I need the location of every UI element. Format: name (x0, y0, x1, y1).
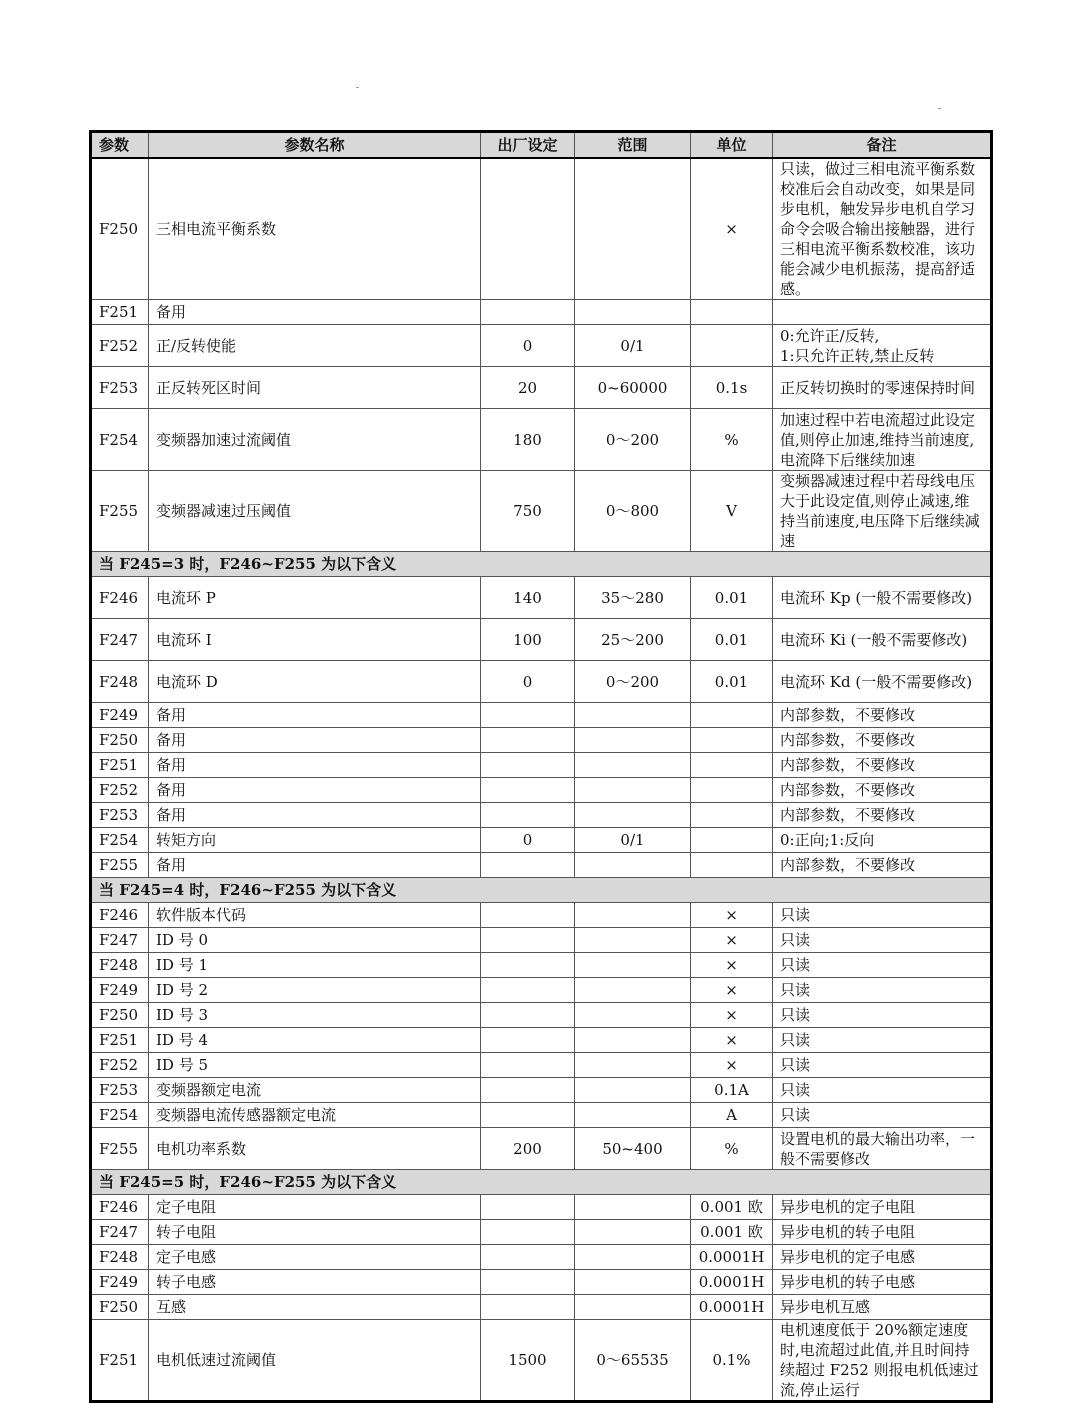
range-cell (575, 928, 691, 953)
section-title: 当 F245=4 时，F246~F255 为以下含义 (91, 878, 992, 903)
default-value-cell (481, 803, 575, 828)
default-value-cell: 0 (481, 661, 575, 703)
scan-speck (356, 87, 359, 88)
param-name-cell: 备用 (149, 703, 481, 728)
default-value-cell (481, 158, 575, 300)
unit-cell: % (691, 409, 773, 471)
param-name-cell: 电流环 D (149, 661, 481, 703)
unit-cell: 0.01 (691, 661, 773, 703)
param-name-cell: 备用 (149, 803, 481, 828)
unit-cell: % (691, 1128, 773, 1170)
table-row (91, 661, 992, 703)
unit-cell: × (691, 928, 773, 953)
range-cell (575, 1003, 691, 1028)
param-name-cell: 正/反转使能 (149, 325, 481, 367)
range-cell: 0～200 (575, 661, 691, 703)
param-code-cell: F254 (91, 1103, 149, 1128)
section-header-row (91, 878, 992, 903)
header-code: 参数 (91, 132, 149, 159)
table-row (91, 471, 992, 552)
note-cell: 加速过程中若电流超过此设定值,则停止加速,维持当前速度,电流降下后继续加速 (773, 409, 992, 471)
unit-cell (691, 325, 773, 367)
note-cell: 0:正向;1:反向 (773, 828, 992, 853)
unit-cell: × (691, 1053, 773, 1078)
range-cell: 50~400 (575, 1128, 691, 1170)
section-title: 当 F245=3 时，F246~F255 为以下含义 (91, 552, 992, 577)
param-code-cell: F252 (91, 325, 149, 367)
param-code-cell: F248 (91, 953, 149, 978)
param-name-cell: ID 号 3 (149, 1003, 481, 1028)
section-header-row (91, 1170, 992, 1195)
default-value-cell (481, 703, 575, 728)
param-name-cell: 定子电感 (149, 1245, 481, 1270)
param-code-cell: F250 (91, 158, 149, 300)
param-code-cell: F255 (91, 1128, 149, 1170)
default-value-cell: 0 (481, 828, 575, 853)
param-code-cell: F253 (91, 803, 149, 828)
table-row (91, 953, 992, 978)
note-cell: 内部参数，不要修改 (773, 753, 992, 778)
table-row (91, 158, 992, 300)
unit-cell: 0.01 (691, 619, 773, 661)
range-cell: 0～200 (575, 409, 691, 471)
range-cell: 25～200 (575, 619, 691, 661)
default-value-cell (481, 953, 575, 978)
unit-cell: 0.0001H (691, 1270, 773, 1295)
param-code-cell: F247 (91, 928, 149, 953)
unit-cell (691, 728, 773, 753)
parameter-table (89, 130, 993, 1403)
param-name-cell: ID 号 5 (149, 1053, 481, 1078)
range-cell: 35～280 (575, 577, 691, 619)
note-cell: 0:允许正/反转, 1:只允许正转,禁止反转 (773, 325, 992, 367)
range-cell (575, 903, 691, 928)
note-cell: 变频器减速过程中若母线电压大于此设定值,则停止减速,维持当前速度,电压降下后继续减速 (773, 471, 992, 552)
table-row (91, 703, 992, 728)
table-row (91, 300, 992, 325)
note-cell: 设置电机的最大输出功率，一般不需要修改 (773, 1128, 992, 1170)
range-cell: 0～800 (575, 471, 691, 552)
table-row (91, 978, 992, 1003)
param-name-cell: 正反转死区时间 (149, 367, 481, 409)
note-cell: 电流环 Kp (一般不需要修改) (773, 577, 992, 619)
header-range: 范围 (575, 132, 691, 159)
param-name-cell: 备用 (149, 300, 481, 325)
param-code-cell: F250 (91, 1295, 149, 1320)
table-row (91, 619, 992, 661)
note-cell: 只读 (773, 1028, 992, 1053)
param-code-cell: F255 (91, 471, 149, 552)
note-cell: 电流环 Kd (一般不需要修改) (773, 661, 992, 703)
default-value-cell (481, 1195, 575, 1220)
table-row (91, 1128, 992, 1170)
param-name-cell: 电机低速过流阈值 (149, 1320, 481, 1402)
param-name-cell: 转矩方向 (149, 828, 481, 853)
range-cell (575, 753, 691, 778)
unit-cell: × (691, 1003, 773, 1028)
param-code-cell: F247 (91, 619, 149, 661)
unit-cell: 0.1s (691, 367, 773, 409)
table-row (91, 928, 992, 953)
range-cell (575, 158, 691, 300)
default-value-cell (481, 1245, 575, 1270)
range-cell (575, 1295, 691, 1320)
table-row (91, 1245, 992, 1270)
unit-cell (691, 803, 773, 828)
note-cell: 只读 (773, 1003, 992, 1028)
param-code-cell: F249 (91, 978, 149, 1003)
range-cell (575, 728, 691, 753)
unit-cell (691, 828, 773, 853)
note-cell: 只读，做过三相电流平衡系数校准后会自动改变，如果是同步电机，触发异步电机自学习命令会吸合输出接触器，进行三相电流平衡系数校准，该功能会减少电机振荡，提高舒适感。 (773, 158, 992, 300)
range-cell (575, 1270, 691, 1295)
table-row (91, 1078, 992, 1103)
param-code-cell: F251 (91, 1320, 149, 1402)
unit-cell (691, 853, 773, 878)
param-code-cell: F251 (91, 300, 149, 325)
param-name-cell: ID 号 1 (149, 953, 481, 978)
table-body (91, 158, 992, 1402)
default-value-cell (481, 1003, 575, 1028)
unit-cell: × (691, 1028, 773, 1053)
param-code-cell: F248 (91, 1245, 149, 1270)
note-cell: 只读 (773, 1053, 992, 1078)
param-name-cell: ID 号 2 (149, 978, 481, 1003)
param-code-cell: F254 (91, 409, 149, 471)
range-cell (575, 1028, 691, 1053)
table-row (91, 1003, 992, 1028)
table-row (91, 577, 992, 619)
range-cell (575, 853, 691, 878)
note-cell: 内部参数，不要修改 (773, 778, 992, 803)
default-value-cell (481, 1270, 575, 1295)
unit-cell: 0.1% (691, 1320, 773, 1402)
default-value-cell: 180 (481, 409, 575, 471)
default-value-cell (481, 1053, 575, 1078)
range-cell (575, 778, 691, 803)
header-default: 出厂设定 (481, 132, 575, 159)
table-row (91, 1270, 992, 1295)
default-value-cell (481, 1220, 575, 1245)
note-cell: 异步电机互感 (773, 1295, 992, 1320)
unit-cell (691, 778, 773, 803)
header-note: 备注 (773, 132, 992, 159)
default-value-cell: 0 (481, 325, 575, 367)
default-value-cell (481, 978, 575, 1003)
param-name-cell: 变频器加速过流阈值 (149, 409, 481, 471)
range-cell: 0/1 (575, 828, 691, 853)
param-name-cell: 变频器减速过压阈值 (149, 471, 481, 552)
default-value-cell (481, 928, 575, 953)
range-cell: 0~60000 (575, 367, 691, 409)
param-code-cell: F249 (91, 703, 149, 728)
param-code-cell: F250 (91, 728, 149, 753)
range-cell (575, 953, 691, 978)
table-header-row (91, 132, 992, 159)
param-code-cell: F251 (91, 753, 149, 778)
param-code-cell: F251 (91, 1028, 149, 1053)
param-name-cell: 三相电流平衡系数 (149, 158, 481, 300)
note-cell: 异步电机的定子电阻 (773, 1195, 992, 1220)
unit-cell: × (691, 978, 773, 1003)
table-row (91, 778, 992, 803)
range-cell (575, 1220, 691, 1245)
note-cell: 电机速度低于 20%额定速度时,电流超过此值,并且时间持续超过 F252 则报电机低速过流,停止运行 (773, 1320, 992, 1402)
range-cell (575, 1053, 691, 1078)
param-code-cell: F246 (91, 1195, 149, 1220)
note-cell: 只读 (773, 928, 992, 953)
default-value-cell: 750 (481, 471, 575, 552)
unit-cell (691, 753, 773, 778)
unit-cell: × (691, 903, 773, 928)
section-header-row (91, 552, 992, 577)
param-code-cell: F254 (91, 828, 149, 853)
default-value-cell: 100 (481, 619, 575, 661)
param-name-cell: 互感 (149, 1295, 481, 1320)
note-cell: 内部参数，不要修改 (773, 728, 992, 753)
note-cell (773, 300, 992, 325)
range-cell (575, 1078, 691, 1103)
range-cell (575, 803, 691, 828)
unit-cell (691, 703, 773, 728)
default-value-cell (481, 903, 575, 928)
section-title: 当 F245=5 时，F246~F255 为以下含义 (91, 1170, 992, 1195)
table-row (91, 1103, 992, 1128)
range-cell (575, 1245, 691, 1270)
param-name-cell: 备用 (149, 728, 481, 753)
param-name-cell: 电机功率系数 (149, 1128, 481, 1170)
param-name-cell: 变频器额定电流 (149, 1078, 481, 1103)
param-name-cell: 电流环 I (149, 619, 481, 661)
param-name-cell: 变频器电流传感器额定电流 (149, 1103, 481, 1128)
default-value-cell (481, 728, 575, 753)
default-value-cell (481, 778, 575, 803)
param-code-cell: F252 (91, 1053, 149, 1078)
note-cell: 内部参数，不要修改 (773, 853, 992, 878)
param-name-cell: 定子电阻 (149, 1195, 481, 1220)
unit-cell: 0.0001H (691, 1295, 773, 1320)
default-value-cell (481, 853, 575, 878)
param-name-cell: 软件版本代码 (149, 903, 481, 928)
default-value-cell: 20 (481, 367, 575, 409)
param-name-cell: ID 号 0 (149, 928, 481, 953)
param-name-cell: 备用 (149, 778, 481, 803)
default-value-cell (481, 1028, 575, 1053)
unit-cell: 0.001 欧 (691, 1220, 773, 1245)
default-value-cell: 1500 (481, 1320, 575, 1402)
default-value-cell: 200 (481, 1128, 575, 1170)
note-cell: 正反转切换时的零速保持时间 (773, 367, 992, 409)
note-cell: 异步电机的定子电感 (773, 1245, 992, 1270)
range-cell: 0/1 (575, 325, 691, 367)
default-value-cell (481, 300, 575, 325)
table-row (91, 728, 992, 753)
param-code-cell: F246 (91, 577, 149, 619)
note-cell: 只读 (773, 953, 992, 978)
note-cell: 内部参数，不要修改 (773, 703, 992, 728)
range-cell (575, 1103, 691, 1128)
table-row (91, 1320, 992, 1402)
table-row (91, 753, 992, 778)
param-code-cell: F252 (91, 778, 149, 803)
note-cell: 异步电机的转子电阻 (773, 1220, 992, 1245)
param-name-cell: 电流环 P (149, 577, 481, 619)
header-unit: 单位 (691, 132, 773, 159)
param-code-cell: F248 (91, 661, 149, 703)
table-row (91, 1195, 992, 1220)
unit-cell: 0.1A (691, 1078, 773, 1103)
unit-cell: × (691, 158, 773, 300)
param-code-cell: F247 (91, 1220, 149, 1245)
unit-cell: 0.0001H (691, 1245, 773, 1270)
default-value-cell (481, 1078, 575, 1103)
header-name: 参数名称 (149, 132, 481, 159)
param-code-cell: F253 (91, 367, 149, 409)
range-cell (575, 978, 691, 1003)
table-row (91, 853, 992, 878)
table-row (91, 1028, 992, 1053)
table-row (91, 803, 992, 828)
range-cell: 0～65535 (575, 1320, 691, 1402)
note-cell: 电流环 Ki (一般不需要修改) (773, 619, 992, 661)
unit-cell: A (691, 1103, 773, 1128)
scan-speck (938, 108, 941, 109)
table-row (91, 1053, 992, 1078)
table-row (91, 1295, 992, 1320)
param-name-cell: 备用 (149, 853, 481, 878)
range-cell (575, 703, 691, 728)
unit-cell: 0.01 (691, 577, 773, 619)
table-row (91, 1220, 992, 1245)
default-value-cell (481, 1295, 575, 1320)
unit-cell: V (691, 471, 773, 552)
note-cell: 只读 (773, 1078, 992, 1103)
param-name-cell: 转子电阻 (149, 1220, 481, 1245)
table-row (91, 325, 992, 367)
table-row (91, 367, 992, 409)
param-code-cell: F253 (91, 1078, 149, 1103)
default-value-cell (481, 1103, 575, 1128)
table-row (91, 409, 992, 471)
unit-cell (691, 300, 773, 325)
note-cell: 只读 (773, 1103, 992, 1128)
table-row (91, 903, 992, 928)
default-value-cell: 140 (481, 577, 575, 619)
note-cell: 只读 (773, 903, 992, 928)
param-name-cell: 备用 (149, 753, 481, 778)
range-cell (575, 300, 691, 325)
unit-cell: 0.001 欧 (691, 1195, 773, 1220)
default-value-cell (481, 753, 575, 778)
param-code-cell: F255 (91, 853, 149, 878)
param-name-cell: ID 号 4 (149, 1028, 481, 1053)
note-cell: 异步电机的转子电感 (773, 1270, 992, 1295)
range-cell (575, 1195, 691, 1220)
param-code-cell: F246 (91, 903, 149, 928)
note-cell: 内部参数，不要修改 (773, 803, 992, 828)
table-row (91, 828, 992, 853)
note-cell: 只读 (773, 978, 992, 1003)
param-code-cell: F250 (91, 1003, 149, 1028)
param-code-cell: F249 (91, 1270, 149, 1295)
param-name-cell: 转子电感 (149, 1270, 481, 1295)
unit-cell: × (691, 953, 773, 978)
